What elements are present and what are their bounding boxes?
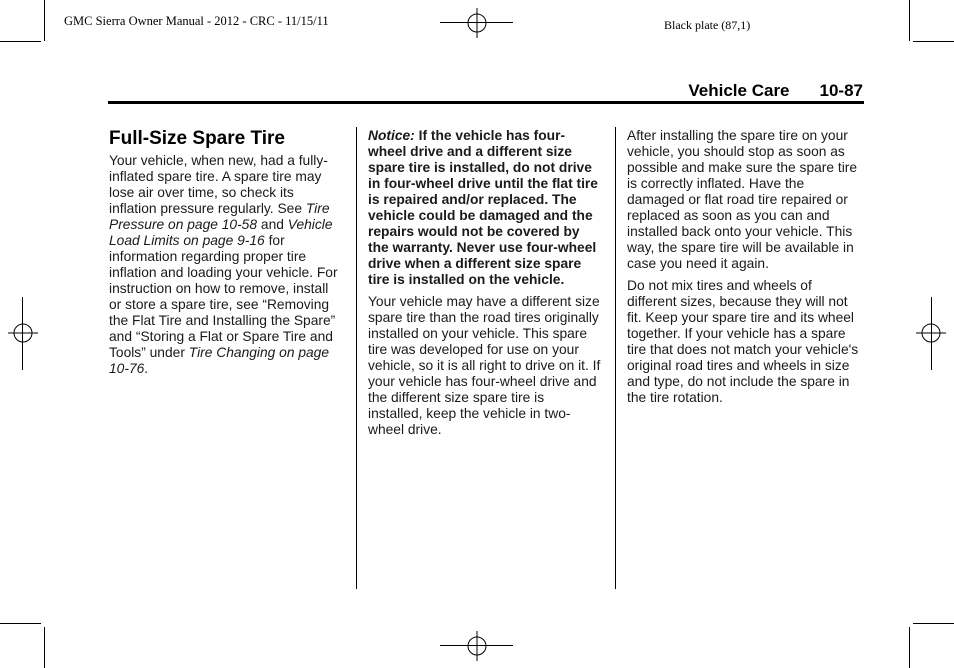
crop-mark-bottom-left-vertical [44, 627, 45, 668]
crop-mark-bottom-left-horizontal [0, 623, 41, 624]
registration-mark-bottom-icon [462, 631, 492, 661]
body-text: Your vehicle, when new, had a fully-inflated spare tire. A spare tire may lose air over time, so check its inflation pressure regularly. See [109, 153, 328, 216]
manual-id: GMC Sierra Owner Manual - 2012 - CRC - 11/15/11 [64, 14, 329, 28]
cross-reference-link[interactable]: Tire Pressure on page 10-58 [109, 201, 330, 232]
page-number: 10-87 [819, 81, 863, 100]
registration-line-top [440, 22, 513, 23]
header-rule [108, 101, 864, 104]
column-2 [368, 128, 602, 444]
registration-mark-left-icon [8, 318, 38, 348]
cross-reference-link[interactable]: Vehicle Load Limits on page 9-16 [109, 217, 333, 248]
body-text: . [144, 361, 149, 376]
crop-mark-top-left-horizontal [0, 41, 41, 42]
registration-line-bottom [440, 645, 513, 646]
paragraph: Do not mix tires and wheels of different sizes, because they will not fit. Keep your spare tire and its wheel together. If your vehicle has a spare tire that does not match your vehicle's original road tires and wheels in size and type, do not include the spare in the tire rotation. [627, 278, 859, 405]
paragraph: After installing the spare tire on your vehicle, you should stop as soon as possible and make sure the spare tire is correctly inflated. Have the damaged or flat road tire repaired or replaced as soon as you can and installed back onto your vehicle. This way, the spare tire will be available in case you need it again. [627, 128, 858, 271]
column-3 [627, 128, 865, 412]
section-title: Vehicle Care [688, 81, 790, 100]
crop-mark-bottom-right-horizontal [913, 623, 954, 624]
body-text: and [260, 217, 284, 232]
registration-line-left [22, 297, 23, 370]
registration-mark-top-icon [462, 8, 492, 38]
cross-reference-link[interactable]: Tire Changing on page 10-76 [109, 345, 330, 376]
plate-label: Black plate (87,1) [664, 18, 751, 32]
registration-line-right [931, 297, 932, 370]
crop-mark-bottom-right-vertical [909, 627, 910, 668]
paragraph [109, 153, 341, 377]
section-heading: Full-Size Spare Tire [109, 128, 285, 149]
column-divider [615, 127, 616, 589]
notice [368, 128, 602, 288]
body-text: for information regarding proper tire inflation and loading your vehicle. For instruction on how to remove, install or store a spare tire, see “Removing the Flat Tire and Installing the Spare” and “Storing a Flat or Spare Tire and Tools” under [109, 233, 338, 360]
crop-mark-top-left-vertical [44, 0, 45, 41]
notice-label: Notice: [368, 128, 415, 143]
column-divider [356, 127, 357, 589]
crop-mark-top-right-vertical [909, 0, 910, 41]
crop-mark-top-right-horizontal [913, 41, 954, 42]
running-head [688, 81, 863, 101]
paragraph: Your vehicle may have a different size spare tire than the road tires originally installed on your vehicle. This spare tire was developed for use on your vehicle, so it is all right to drive on it. If your vehicle has four-wheel drive and the different size spare tire is installed, keep the vehicle in two-wheel drive. [368, 294, 601, 437]
column-1 [109, 128, 341, 383]
notice-text: If the vehicle has four-wheel drive and a different size spare tire is installed, do not drive in four-wheel drive until the flat tire is repaired and/or replaced. The vehicle could be damaged and the repairs would not be covered by the warranty. Never use four-wheel drive when a different size spare tire is installed on the vehicle. [368, 128, 598, 287]
